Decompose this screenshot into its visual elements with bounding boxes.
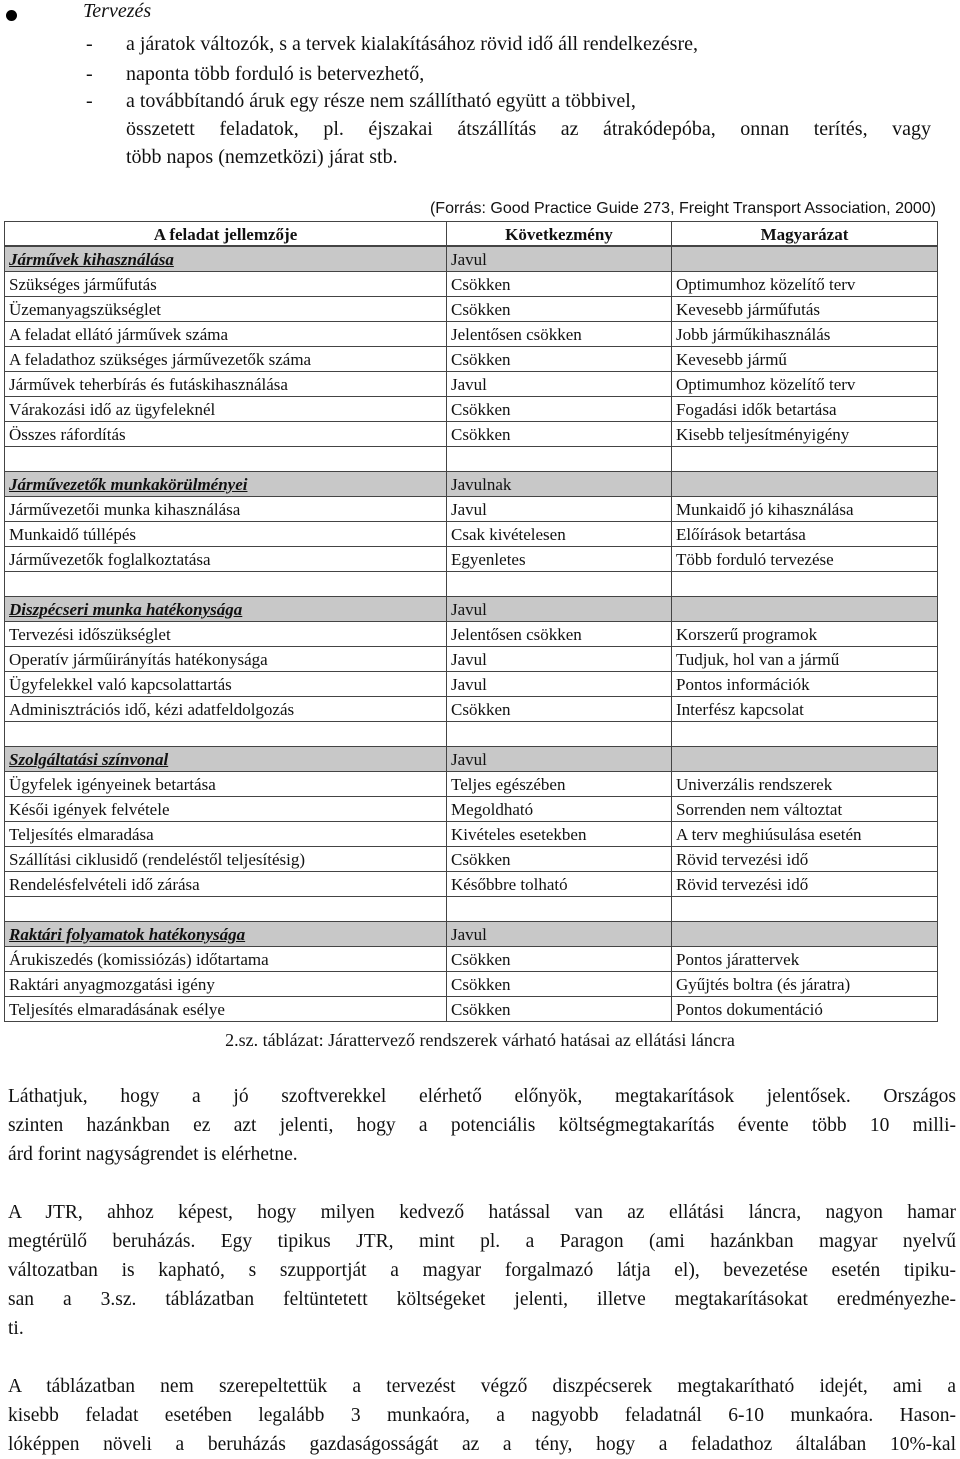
table-section-row — [4, 922, 938, 947]
table-cell: Szükséges járműfutás — [4, 272, 447, 296]
table-cell: A feladat ellátó járművek száma — [4, 322, 447, 346]
table-cell: Megoldható — [447, 797, 672, 821]
table-cell: Járművezetők foglalkoztatása — [4, 547, 447, 571]
paragraph-line: változatban is kapható, s szupportját a magyar forgalmazó látja el), bevezetése esetén tipiku- — [8, 1260, 956, 1281]
paragraph-line: san a 3.sz. táblázatban feltüntetett költségeket jelenti, illetve megtakarításokat eredményezhe- — [8, 1289, 956, 1310]
table-spacer-row — [4, 572, 938, 597]
table-cell: Csökken — [447, 422, 672, 446]
table-cell: Jelentősen csökken — [447, 322, 672, 346]
table-row — [4, 297, 938, 322]
table-cell: Gyűjtés boltra (és járatra) — [672, 972, 938, 996]
table-cell: Teljesítés elmaradása — [4, 822, 447, 846]
table-cell: Teljes egészében — [447, 772, 672, 796]
table-cell: Javul — [447, 372, 672, 396]
table-cell — [447, 897, 672, 921]
table-cell: Üzemanyagszükséglet — [4, 297, 447, 321]
table-cell: Javul — [447, 922, 672, 946]
table-row — [4, 422, 938, 447]
paragraph-line: A táblázatban nem szerepeltettük a tervezést végző diszpécserek megtakarítható idejét, ami a — [8, 1376, 956, 1397]
paragraph-line: megtérülő beruházás. Egy tipikus JTR, mint pl. a Paragon (ami hazánkban magyar nyelvű — [8, 1231, 956, 1252]
table-cell: Kevesebb jármű — [672, 347, 938, 371]
table-cell: Járművek kihasználása — [4, 247, 447, 271]
table-row — [4, 647, 938, 672]
table-cell: Ügyfelekkel való kapcsolattartás — [4, 672, 447, 696]
table-cell — [4, 897, 447, 921]
table-cell: Szállítási ciklusidő (rendeléstől teljesítésig) — [4, 847, 447, 871]
table-cell: Csökken — [447, 947, 672, 971]
table-row — [4, 847, 938, 872]
paragraph-line: ti. — [8, 1318, 24, 1339]
table-caption: 2.sz. táblázat: Járattervező rendszerek várható hatásai az ellátási láncra — [225, 1030, 735, 1050]
table-row — [4, 497, 938, 522]
table-cell — [4, 572, 447, 596]
table-body — [4, 247, 938, 1022]
table-row — [4, 372, 938, 397]
table-cell: Fogadási idők betartása — [672, 397, 938, 421]
table-header-row — [4, 221, 938, 247]
table-row — [4, 347, 938, 372]
bullet-item: a járatok változók, s a tervek kialakításához rövid idő áll rendelkezésre, — [126, 33, 698, 55]
table-cell — [672, 922, 938, 946]
table-row — [4, 322, 938, 347]
table-cell: Későbbre tolható — [447, 872, 672, 896]
table-cell — [672, 597, 938, 621]
table-cell: Pontos járattervek — [672, 947, 938, 971]
dash-marker: - — [86, 90, 93, 112]
paragraph-3 — [8, 1372, 956, 1459]
table-cell — [4, 722, 447, 746]
table-section-row — [4, 247, 938, 272]
table-row — [4, 997, 938, 1022]
table-section-row — [4, 472, 938, 497]
table-row — [4, 872, 938, 897]
table-row — [4, 622, 938, 647]
table-cell — [447, 722, 672, 746]
table-cell: Adminisztrációs idő, kézi adatfeldolgozás — [4, 697, 447, 721]
table-cell: Több forduló tervezése — [672, 547, 938, 571]
table-cell: Jelentősen csökken — [447, 622, 672, 646]
table-cell: Szolgáltatási színvonal — [4, 747, 447, 771]
table-cell — [672, 572, 938, 596]
table-cell: Javul — [447, 647, 672, 671]
table-cell — [672, 747, 938, 771]
table-cell: Késői igények felvétele — [4, 797, 447, 821]
table-cell: Diszpécseri munka hatékonysága — [4, 597, 447, 621]
table-cell: Csökken — [447, 272, 672, 296]
table-cell — [672, 897, 938, 921]
effects-table — [4, 221, 938, 1022]
paragraph-line: Láthatjuk, hogy a jó szoftverekkel elérhető előnyök, megtakarítások jelentősek. Országos — [8, 1086, 956, 1107]
table-cell: Ügyfelek igényeinek betartása — [4, 772, 447, 796]
table-cell: Csökken — [447, 972, 672, 996]
table-spacer-row — [4, 447, 938, 472]
table-row — [4, 522, 938, 547]
table-row — [4, 772, 938, 797]
table-cell: Teljesítés elmaradásának esélye — [4, 997, 447, 1021]
table-cell: Tudjuk, hol van a jármű — [672, 647, 938, 671]
table-cell: Interfész kapcsolat — [672, 697, 938, 721]
paragraph-2 — [8, 1198, 956, 1343]
paragraph-line: kisebb feladat esetében legalább 3 munkaóra, a nagyobb feladatnál 6-10 munkaóra. Hason- — [8, 1405, 956, 1426]
table-cell — [672, 247, 938, 271]
table-header-cell: Következmény — [447, 222, 672, 245]
table-cell: Raktári anyagmozgatási igény — [4, 972, 447, 996]
table-cell — [672, 447, 938, 471]
table-cell: Operatív járműirányítás hatékonysága — [4, 647, 447, 671]
table-cell — [447, 447, 672, 471]
table-cell: Sorrenden nem változtat — [672, 797, 938, 821]
table-cell: Munkaidő jó kihasználása — [672, 497, 938, 521]
table-cell: Pontos dokumentáció — [672, 997, 938, 1021]
table-cell: Csökken — [447, 397, 672, 421]
table-section-row — [4, 747, 938, 772]
table-cell — [447, 572, 672, 596]
table-cell: Javul — [447, 497, 672, 521]
table-section-row — [4, 597, 938, 622]
table-cell: Jobb járműkihasználás — [672, 322, 938, 346]
table-row — [4, 822, 938, 847]
table-cell: Univerzális rendszerek — [672, 772, 938, 796]
table-cell: A terv meghiúsulása esetén — [672, 822, 938, 846]
paragraph-1 — [8, 1082, 956, 1169]
table-row — [4, 697, 938, 722]
table-cell: Tervezési időszükséglet — [4, 622, 447, 646]
table-cell: Javul — [447, 672, 672, 696]
table-cell — [4, 447, 447, 471]
paragraph-line: árd forint nagyságrendet is elérhetne. — [8, 1144, 298, 1165]
table-cell: Rövid tervezési idő — [672, 847, 938, 871]
bullet-item: a továbbítandó áruk egy része nem szállítható együtt a többivel, — [126, 90, 636, 112]
table-cell: Rendelésfelvételi idő zárása — [4, 872, 447, 896]
table-cell: Csökken — [447, 847, 672, 871]
table-cell: Optimumhoz közelítő terv — [672, 272, 938, 296]
paragraph-line: szinten hazánkban ez azt jelenti, hogy a potenciális költségmegtakarítás évente több 10 milli- — [8, 1115, 956, 1136]
table-header-cell: A feladat jellemzője — [4, 222, 447, 245]
table-cell: Árukiszedés (komissiózás) időtartama — [4, 947, 447, 971]
table-cell: Várakozási idő az ügyfeleknél — [4, 397, 447, 421]
bullet-item: naponta több forduló is betervezhető, — [126, 63, 425, 85]
bullet-continuation: több napos (nemzetközi) járat stb. — [126, 146, 398, 168]
table-cell: Rövid tervezési idő — [672, 872, 938, 896]
table-cell: Pontos információk — [672, 672, 938, 696]
table-cell: Korszerű programok — [672, 622, 938, 646]
table-cell: Csak kivételesen — [447, 522, 672, 546]
bullet-continuation: összetett feladatok, pl. éjszakai átszállítás az átrakódepóba, onnan terítés, vagy — [126, 118, 931, 140]
table-row — [4, 672, 938, 697]
table-cell — [672, 472, 938, 496]
table-cell: Csökken — [447, 697, 672, 721]
table-cell: Kisebb teljesítményigény — [672, 422, 938, 446]
table-cell: Javul — [447, 747, 672, 771]
table-cell: Járművek teherbírás és futáskihasználása — [4, 372, 447, 396]
table-cell: Összes ráfordítás — [4, 422, 447, 446]
bullet-title: Tervezés — [83, 0, 152, 22]
table-spacer-row — [4, 722, 938, 747]
table-cell: Javulnak — [447, 472, 672, 496]
table-cell: Optimumhoz közelítő terv — [672, 372, 938, 396]
table-cell: Járművezetői munka kihasználása — [4, 497, 447, 521]
table-cell: Csökken — [447, 297, 672, 321]
table-row — [4, 947, 938, 972]
paragraph-line: lóképpen növeli a beruházás gazdaságosságát az a tény, hogy a feladathoz általában 10%-kal — [8, 1434, 956, 1455]
dash-marker: - — [86, 33, 93, 55]
bullet-dot-icon — [6, 10, 17, 21]
table-row — [4, 547, 938, 572]
paragraph-line: A JTR, ahhoz képest, hogy milyen kedvező hatással van az ellátási láncra, nagyon hamar — [8, 1202, 956, 1223]
table-cell: Raktári folyamatok hatékonysága — [4, 922, 447, 946]
table-row — [4, 397, 938, 422]
table-cell: Kevesebb járműfutás — [672, 297, 938, 321]
table-row — [4, 272, 938, 297]
table-header-cell: Magyarázat — [672, 222, 938, 245]
dash-marker: - — [86, 63, 93, 85]
table-cell: Csökken — [447, 347, 672, 371]
table-cell: Kivételes esetekben — [447, 822, 672, 846]
table-row — [4, 797, 938, 822]
table-source: (Forrás: Good Practice Guide 273, Freight Transport Association, 2000) — [429, 200, 936, 217]
table-cell: Munkaidő túllépés — [4, 522, 447, 546]
table-cell — [672, 722, 938, 746]
table-row — [4, 972, 938, 997]
table-spacer-row — [4, 897, 938, 922]
table-cell: Járművezetők munkakörülményei — [4, 472, 447, 496]
table-cell: Egyenletes — [447, 547, 672, 571]
table-cell: Csökken — [447, 997, 672, 1021]
table-cell: A feladathoz szükséges járművezetők száma — [4, 347, 447, 371]
table-cell: Javul — [447, 247, 672, 271]
table-cell: Előírások betartása — [672, 522, 938, 546]
table-cell: Javul — [447, 597, 672, 621]
